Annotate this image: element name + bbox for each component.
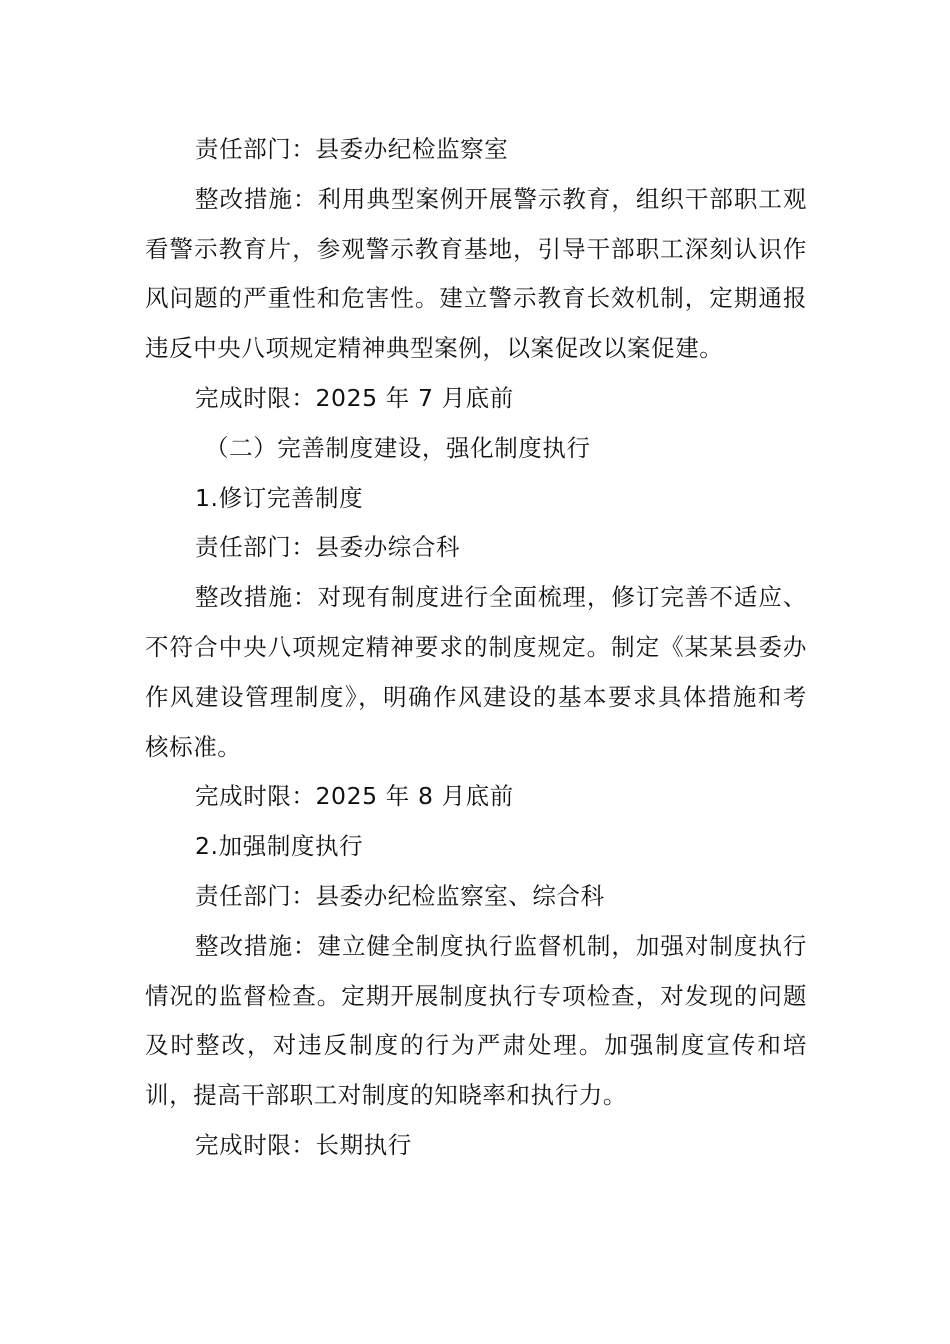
deadline-2: 完成时限：2025 年 8 月底前 [195,782,514,811]
subheading-strengthen-execution: 2.加强制度执行 [195,832,364,861]
responsible-dept-3: 责任部门：县委办纪检监察室、综合科 [195,881,605,910]
rectification-measures-3: 整改措施：建立健全制度执行监督机制，加强对制度执行情况的监督检查。定期开展制度执行专项检查，对发现的问题及时整改，对违反制度的行为严肃处理。加强制度宣传和培训，提高干部职工对制度的知晓率和执行力。 [145,931,807,1110]
section-heading-2: （二）完善制度建设，强化制度执行 [205,433,591,462]
document-body [145,125,807,1171]
deadline-1: 完成时限：2025 年 7 月底前 [195,383,514,412]
deadline-3: 完成时限：长期执行 [195,1130,412,1159]
rectification-measures-2: 整改措施：对现有制度进行全面梳理，修订完善不适应、不符合中央八项规定精神要求的制度规定。制定《某某县委办作风建设管理制度》，明确作风建设的基本要求具体措施和考核标准。 [145,583,807,761]
responsible-dept-2: 责任部门：县委办综合科 [195,533,461,562]
rectification-measures-1: 整改措施：利用典型案例开展警示教育，组织干部职工观看警示教育片，参观警示教育基地，引导干部职工深刻认识作风问题的严重性和危害性。建立警示教育长效机制，定期通报违反中央八项规定精神典型案例，以案促改以案促建。 [145,184,807,363]
subheading-revise-system: 1.修订完善制度 [195,483,364,512]
responsible-dept-1: 责任部门：县委办纪检监察室 [195,135,509,163]
